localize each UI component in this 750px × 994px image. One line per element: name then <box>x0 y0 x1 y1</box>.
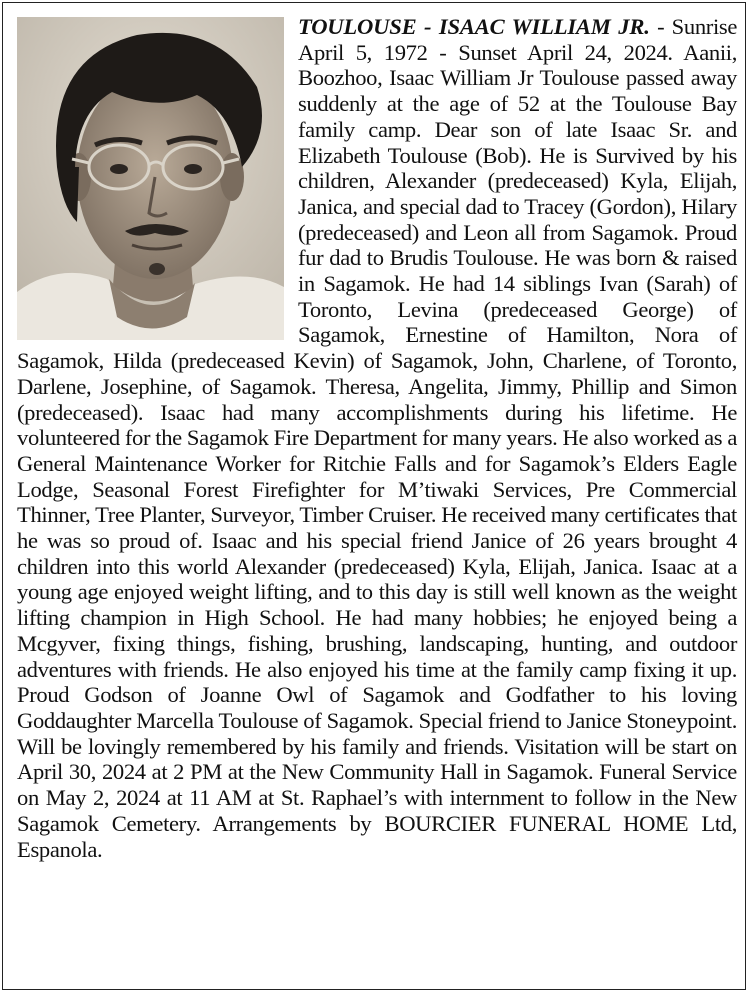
obituary-headline: TOULOUSE - ISAAC WILLIAM JR. <box>298 14 650 39</box>
portrait-photo-icon <box>17 17 284 340</box>
obituary-body: - Sunrise April 5, 1972 - Sunset April 24, 2024. Aanii, Boozhoo, Isaac William Jr Toulouse passed away suddenly at the age of 52 at the Toulouse Bay family camp. Dear son of late Isaac Sr. and Elizabeth Toulouse (Bob). He is Survived by his children, Alexander (predeceased) Kyla, Elijah, Janica, and special dad to Tracey (Gordon), Hilary (predeceased) and Leon all from Sagamok. Proud fur dad to Brudis Toulouse. He was born & raised in Sagamok. He had 14 siblings Ivan (Sarah) of Toronto, Levina (predeceased George) of Sagamok, Ernestine of Hamilton, Nora of Sagamok, Hilda (predeceased Kevin) of Sagamok, John, Charlene, of Toronto, Darlene, Josephine, of Sagamok. Theresa, Angelita, Jimmy, Phillip and Simon (predeceased). Isaac had many accomplishments during his lifetime. He volunteered for the Sagamok Fire Department for many years. He also worked as a General Maintenance Worker for Ritchie Falls and for Sagamok’s Elders Eagle Lodge, Seasonal Forest Firefighter for M’tiwaki Services, Pre Commercial Thinner, Tree Planter, Surveyor, Timber Cruiser. He received many certificates that he was so proud of. Isaac and his special friend Janice of 26 years brought 4 children into this world Alexander (predeceased) Kyla, Elijah, Janica. Isaac at a young age enjoyed weight lifting, and to this day is still well known as the weight lifting champion in High School. He had many hobbies; he enjoyed being a Mcgyver, fixing things, fishing, brushing, landscaping, hunting, and outdoor adventures with friends. He also enjoyed his time at the family camp fixing it up. Proud Godson of Joanne Owl of Sagamok and Godfather to his loving Goddaughter Marcella Toulouse of Sagamok. Special friend to Janice Stoneypoint. Will be lovingly remembered by his family and friends. Visitation will be start on April 30, 2024 at 2 PM at the New Community Hall in Sagamok. Funeral Service on May 2, 2024 at 11 AM at St. Raphael’s with internment to follow in the New Sagamok Cemetery. Arrangements by BOURCIER FUNERAL HOME Ltd, Espanola. <box>17 14 737 862</box>
portrait-photo <box>17 17 284 340</box>
obituary-notice <box>17 14 737 862</box>
